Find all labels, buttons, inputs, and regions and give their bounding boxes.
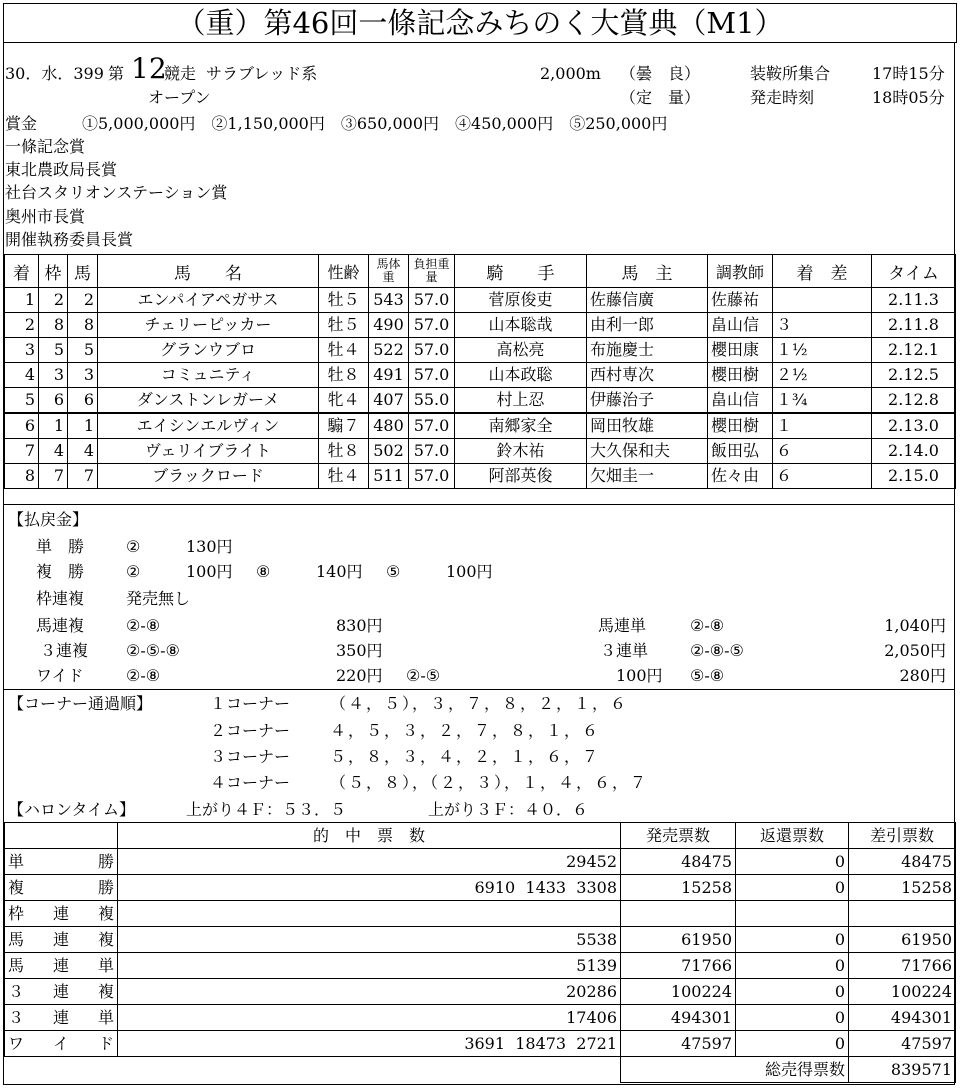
votes-row: [5, 1005, 956, 1031]
result-rank: 3: [5, 338, 39, 363]
place-label: 複 勝: [36, 562, 85, 581]
result-jockey: 村上忍: [455, 388, 587, 414]
result-no: 2: [68, 288, 98, 313]
result-trainer: 畠山信: [708, 313, 773, 338]
exacta-combo: ②-⑧: [690, 616, 725, 635]
votes-col-sold: 発売票数: [621, 823, 736, 849]
result-sex-age: 牡４: [319, 338, 369, 363]
result-rank: 4: [5, 363, 39, 388]
last-4f: 上がり４Ｆ：５３．５: [186, 800, 347, 819]
result-rank: 5: [5, 388, 39, 414]
result-rank: 2: [5, 313, 39, 338]
votes-bet-type-char: イ: [52, 1034, 69, 1053]
votes-sold: 71766: [621, 953, 736, 979]
col-trainer: 調教師: [708, 255, 773, 288]
col-horse-name: 馬 名: [98, 255, 319, 288]
votes-bet-type: [5, 927, 118, 953]
result-rank: 1: [5, 288, 39, 313]
votes-bet-type-char: 単: [8, 852, 25, 871]
result-margin: １: [773, 413, 872, 439]
votes-bet-type-char: 複: [97, 904, 114, 923]
votes-bet-type-char: 単: [97, 956, 114, 975]
corner-4-label: ４コーナー: [210, 773, 291, 792]
result-burden: 57.0: [409, 313, 455, 338]
result-jockey: 菅原俊吏: [455, 288, 587, 313]
col-jockey: 騎 手: [455, 255, 587, 288]
results-table: [4, 254, 956, 489]
result-no: 4: [68, 439, 98, 464]
result-sex-age: 牡５: [319, 313, 369, 338]
wide-amt-2: 100円: [616, 666, 663, 685]
votes-row: [5, 901, 956, 927]
weather-track: （曇 良）: [620, 64, 701, 83]
votes-sold: 61950: [621, 927, 736, 953]
votes-row: [5, 953, 956, 979]
votes-sold: 47597: [621, 1031, 736, 1057]
assembly-label: 装鞍所集合: [750, 64, 831, 83]
corner-2-label: ２コーナー: [210, 721, 291, 740]
result-sex-age: 牡８: [319, 363, 369, 388]
votes-bet-type-char: 複: [97, 930, 114, 949]
result-trainer: 飯田弘: [708, 439, 773, 464]
votes-refund: 0: [736, 875, 849, 901]
result-sex-age: 騸７: [319, 413, 369, 439]
corner-3-label: ３コーナー: [210, 747, 291, 766]
result-sex-age: 牝４: [319, 388, 369, 414]
result-burden: 57.0: [409, 464, 455, 489]
place-no-3: ⑤: [386, 562, 401, 581]
votes-bet-type: [5, 849, 118, 875]
quinella-amount: 830円: [336, 616, 383, 635]
corner-3-order: ５，８，３，４，２，１，６，７: [330, 747, 601, 766]
result-frame: 1: [39, 413, 68, 439]
corner-1-order: （４，５），３，７，８，２，１，６: [330, 694, 629, 713]
award-3: 社台スタリオンステーション賞: [5, 183, 228, 202]
result-time: 2.12.8: [872, 388, 956, 414]
votes-net: 47597: [849, 1031, 956, 1057]
votes-refund: 0: [736, 849, 849, 875]
votes-bet-type-char: 連: [52, 930, 69, 949]
result-name: エンパイアペガサス: [98, 288, 319, 313]
result-frame: 8: [39, 313, 68, 338]
result-weight: 511: [369, 464, 409, 489]
votes-bet-type-char: 勝: [97, 852, 114, 871]
col-margin: 着 差: [773, 255, 872, 288]
votes-net: 100224: [849, 979, 956, 1005]
votes-net: 61950: [849, 927, 956, 953]
result-no: 1: [68, 413, 98, 439]
result-jockey: 高松亮: [455, 338, 587, 363]
result-name: ダンストンレガーメ: [98, 388, 319, 414]
result-burden: 57.0: [409, 439, 455, 464]
result-owner: 大久保和夫: [587, 439, 708, 464]
votes-row: [5, 875, 956, 901]
result-owner: 欠畑圭一: [587, 464, 708, 489]
result-no: 5: [68, 338, 98, 363]
col-time: タイム: [872, 255, 956, 288]
result-weight: 407: [369, 388, 409, 414]
wide-amt-1: 220円: [336, 666, 383, 685]
votes-hits: 3691 18473 2721: [118, 1031, 621, 1057]
result-name: コミュニティ: [98, 363, 319, 388]
col-frame: 枠: [39, 255, 68, 288]
votes-bet-type: [5, 1031, 118, 1057]
start-time: 18時05分: [872, 88, 945, 107]
result-owner: 伊藤治子: [587, 388, 708, 414]
trio-label: ３連複: [40, 641, 89, 660]
result-sex-age: 牡８: [319, 439, 369, 464]
results-header-row: [5, 255, 956, 288]
result-time: 2.13.0: [872, 413, 956, 439]
votes-bet-type-label: [8, 953, 114, 978]
prize-values: ①5,000,000円 ②1,150,000円 ③650,000円 ④450,000円 ⑤250,000円: [82, 114, 668, 133]
corner-divider: [4, 689, 955, 690]
title-box: [3, 3, 957, 43]
exacta-label: 馬連単: [598, 616, 647, 635]
payout-divider: [4, 504, 955, 505]
result-weight: 490: [369, 313, 409, 338]
race-prefix: 第: [108, 64, 125, 83]
trifecta-amount: 2,050円: [884, 641, 946, 660]
votes-bet-type-char: 連: [52, 1008, 69, 1027]
col-rank: 着: [5, 255, 39, 288]
result-name: グランウブロ: [98, 338, 319, 363]
votes-bet-type-char: ３: [8, 982, 25, 1001]
votes-bet-type-char: ド: [97, 1034, 114, 1053]
result-trainer: 櫻田樹: [708, 413, 773, 439]
result-burden: 55.0: [409, 388, 455, 414]
result-margin: [773, 288, 872, 313]
result-jockey: 山本聡哉: [455, 313, 587, 338]
col-body-weight: 馬体重: [369, 255, 409, 288]
votes-sold: 48475: [621, 849, 736, 875]
result-jockey: 南郷家全: [455, 413, 587, 439]
votes-col-refund: 返還票数: [736, 823, 849, 849]
prize-label: 賞金: [5, 114, 38, 133]
win-amount: 130円: [186, 537, 233, 556]
corner-4-order: （５，８），（２，３），１，４，６，７: [330, 773, 649, 792]
trio-combo: ②-⑤-⑧: [126, 641, 180, 660]
votes-hits: [118, 901, 621, 927]
place-amt-1: 100円: [186, 562, 233, 581]
result-no: 7: [68, 464, 98, 489]
votes-bet-type-label: [8, 849, 114, 874]
result-margin: ２½: [773, 363, 872, 388]
result-burden: 57.0: [409, 338, 455, 363]
result-time: 2.12.1: [872, 338, 956, 363]
result-weight: 522: [369, 338, 409, 363]
result-owner: 西村専次: [587, 363, 708, 388]
votes-bet-type-char: ワ: [8, 1034, 25, 1053]
votes-col-hits: 的 中 票 数: [118, 823, 621, 849]
win-label: 単 勝: [36, 537, 85, 556]
votes-bet-type-label: [8, 1005, 114, 1030]
result-trainer: 櫻田樹: [708, 363, 773, 388]
result-row: [5, 313, 956, 338]
last-3f: 上がり３Ｆ：４０．６: [428, 800, 589, 819]
result-no: 3: [68, 363, 98, 388]
votes-bet-type-label: [8, 979, 114, 1004]
quinella-label: 馬連複: [36, 616, 85, 635]
award-1: 一條記念賞: [5, 137, 86, 156]
result-owner: 布施慶士: [587, 338, 708, 363]
votes-hits: 6910 1433 3308: [118, 875, 621, 901]
votes-bet-type-char: 複: [97, 982, 114, 1001]
race-title: （重）第46回一條記念みちのく大賞典（M1）: [176, 6, 784, 40]
wide-combo-3: ⑤-⑧: [690, 666, 725, 685]
quinella-combo: ②-⑧: [126, 616, 161, 635]
votes-net: [849, 901, 956, 927]
votes-row: [5, 849, 956, 875]
result-weight: 543: [369, 288, 409, 313]
result-owner: 由利一郎: [587, 313, 708, 338]
result-frame: 6: [39, 388, 68, 414]
race-suffix: 競走: [164, 64, 197, 83]
bracket-value: 発売無し: [126, 589, 191, 608]
wide-combo-2: ②-⑤: [406, 666, 441, 685]
votes-sold: 494301: [621, 1005, 736, 1031]
votes-refund: 0: [736, 1005, 849, 1031]
result-time: 2.14.0: [872, 439, 956, 464]
result-sex-age: 牡４: [319, 464, 369, 489]
bracket-label: 枠連複: [36, 589, 85, 608]
result-burden: 57.0: [409, 288, 455, 313]
award-4: 奥州市長賞: [5, 207, 86, 226]
result-no: 6: [68, 388, 98, 414]
votes-hits: 17406: [118, 1005, 621, 1031]
votes-total-blank-2: [118, 1057, 621, 1083]
result-name: エイシンエルヴィン: [98, 413, 319, 439]
result-frame: 4: [39, 439, 68, 464]
result-rank: 6: [5, 413, 39, 439]
col-horse-no: 馬: [68, 255, 98, 288]
exacta-amount: 1,040円: [884, 616, 946, 635]
votes-refund: [736, 901, 849, 927]
votes-bet-type: [5, 901, 118, 927]
votes-row: [5, 979, 956, 1005]
result-trainer: 佐々由: [708, 464, 773, 489]
result-margin: １¾: [773, 388, 872, 414]
corner-heading: 【コーナー通過順】: [8, 694, 153, 713]
votes-bet-type: [5, 875, 118, 901]
votes-bet-type-label: [8, 875, 114, 900]
result-jockey: 山本政聡: [455, 363, 587, 388]
votes-bet-type-char: 連: [52, 982, 69, 1001]
result-burden: 57.0: [409, 363, 455, 388]
result-time: 2.15.0: [872, 464, 956, 489]
result-jockey: 阿部英俊: [455, 464, 587, 489]
result-rank: 7: [5, 439, 39, 464]
votes-refund: 0: [736, 953, 849, 979]
result-burden: 57.0: [409, 413, 455, 439]
votes-sold: [621, 901, 736, 927]
votes-bet-type: [5, 1005, 118, 1031]
votes-table: [4, 822, 956, 1083]
place-no-1: ②: [126, 562, 141, 581]
result-name: ブラックロード: [98, 464, 319, 489]
votes-hits: 5538: [118, 927, 621, 953]
assembly-time: 17時15分: [872, 64, 945, 83]
votes-hits: 5139: [118, 953, 621, 979]
result-weight: 480: [369, 413, 409, 439]
votes-bet-type-char: 連: [52, 956, 69, 975]
result-owner: 佐藤信廣: [587, 288, 708, 313]
votes-refund: 0: [736, 927, 849, 953]
result-row: [5, 288, 956, 313]
votes-sold: 100224: [621, 979, 736, 1005]
corner-1-label: １コーナー: [210, 694, 291, 713]
result-owner: 岡田牧雄: [587, 413, 708, 439]
start-label: 発走時刻: [750, 88, 815, 107]
race-number: 12: [131, 52, 167, 85]
votes-body: [5, 849, 956, 1057]
votes-bet-type-label: [8, 927, 114, 952]
result-row: [5, 413, 956, 439]
weight-rule: （定 量）: [620, 88, 701, 107]
result-trainer: 櫻田康: [708, 338, 773, 363]
result-jockey: 鈴木祐: [455, 439, 587, 464]
place-amt-2: 140円: [316, 562, 363, 581]
votes-row: [5, 1031, 956, 1057]
votes-sold: 15258: [621, 875, 736, 901]
result-row: [5, 439, 956, 464]
breed: サラブレッド系: [206, 64, 318, 83]
race-class: オープン: [148, 88, 211, 107]
result-weight: 502: [369, 439, 409, 464]
result-frame: 2: [39, 288, 68, 313]
votes-net: 48475: [849, 849, 956, 875]
result-margin: ３: [773, 313, 872, 338]
race-date: 30．水．399: [5, 64, 104, 83]
result-margin: ６: [773, 464, 872, 489]
result-margin: １½: [773, 338, 872, 363]
result-time: 2.11.8: [872, 313, 956, 338]
votes-col-net: 差引票数: [849, 823, 956, 849]
payout-heading: 【払戻金】: [8, 510, 89, 529]
votes-bet-type: [5, 953, 118, 979]
result-time: 2.11.3: [872, 288, 956, 313]
result-time: 2.12.5: [872, 363, 956, 388]
votes-bet-type-char: 単: [97, 1008, 114, 1027]
votes-bet-type-char: 連: [52, 904, 69, 923]
wide-label: ワイド: [36, 666, 84, 685]
votes-bet-type-char: 馬: [8, 930, 25, 949]
result-name: チェリーピッカー: [98, 313, 319, 338]
place-amt-3: 100円: [446, 562, 493, 581]
col-owner: 馬 主: [587, 255, 708, 288]
result-frame: 7: [39, 464, 68, 489]
votes-bet-type-char: 複: [8, 878, 25, 897]
votes-bet-type-char: 枠: [8, 904, 25, 923]
result-row: [5, 388, 956, 414]
furlong-heading: 【ハロンタイム】: [8, 800, 136, 819]
votes-bet-type-label: [8, 901, 114, 926]
trio-amount: 350円: [336, 641, 383, 660]
votes-total-row: [5, 1057, 956, 1083]
place-no-2: ⑧: [256, 562, 271, 581]
result-trainer: 佐藤祐: [708, 288, 773, 313]
votes-bet-type-char: 馬: [8, 956, 25, 975]
result-frame: 3: [39, 363, 68, 388]
trifecta-label: ３連単: [600, 641, 649, 660]
votes-total-value: 839571: [849, 1057, 956, 1083]
votes-header-row: [5, 823, 956, 849]
votes-net: 15258: [849, 875, 956, 901]
result-frame: 5: [39, 338, 68, 363]
win-no: ②: [126, 537, 141, 556]
trifecta-combo: ②-⑧-⑤: [690, 641, 744, 660]
result-margin: ６: [773, 439, 872, 464]
votes-hits: 20286: [118, 979, 621, 1005]
votes-total-label: 総売得票数: [621, 1057, 849, 1083]
result-rank: 8: [5, 464, 39, 489]
award-5: 開催執務委員長賞: [5, 230, 134, 249]
result-row: [5, 363, 956, 388]
award-2: 東北農政局長賞: [5, 160, 118, 179]
votes-row: [5, 927, 956, 953]
result-row: [5, 338, 956, 363]
wide-amt-3: 280円: [899, 666, 946, 685]
results-body: [5, 288, 956, 489]
votes-refund: 0: [736, 1031, 849, 1057]
corner-2-order: ４，５，３，２，７，８，１，６: [330, 721, 601, 740]
votes-bet-type-label: [8, 1031, 114, 1056]
votes-bet-type-char: 勝: [97, 878, 114, 897]
result-trainer: 畠山信: [708, 388, 773, 414]
result-no: 8: [68, 313, 98, 338]
votes-bet-type-char: ３: [8, 1008, 25, 1027]
result-name: ヴェリイブライト: [98, 439, 319, 464]
votes-header-blank: [5, 823, 118, 849]
votes-refund: 0: [736, 979, 849, 1005]
votes-net: 71766: [849, 953, 956, 979]
col-sex-age: 性齢: [319, 255, 369, 288]
votes-hits: 29452: [118, 849, 621, 875]
distance: 2,000m: [540, 64, 601, 83]
col-burden: 負担重量: [409, 255, 455, 288]
votes-net: 494301: [849, 1005, 956, 1031]
result-row: [5, 464, 956, 489]
result-sex-age: 牡５: [319, 288, 369, 313]
wide-combo-1: ②-⑧: [126, 666, 161, 685]
votes-total-blank-1: [5, 1057, 118, 1083]
result-weight: 491: [369, 363, 409, 388]
votes-bet-type: [5, 979, 118, 1005]
